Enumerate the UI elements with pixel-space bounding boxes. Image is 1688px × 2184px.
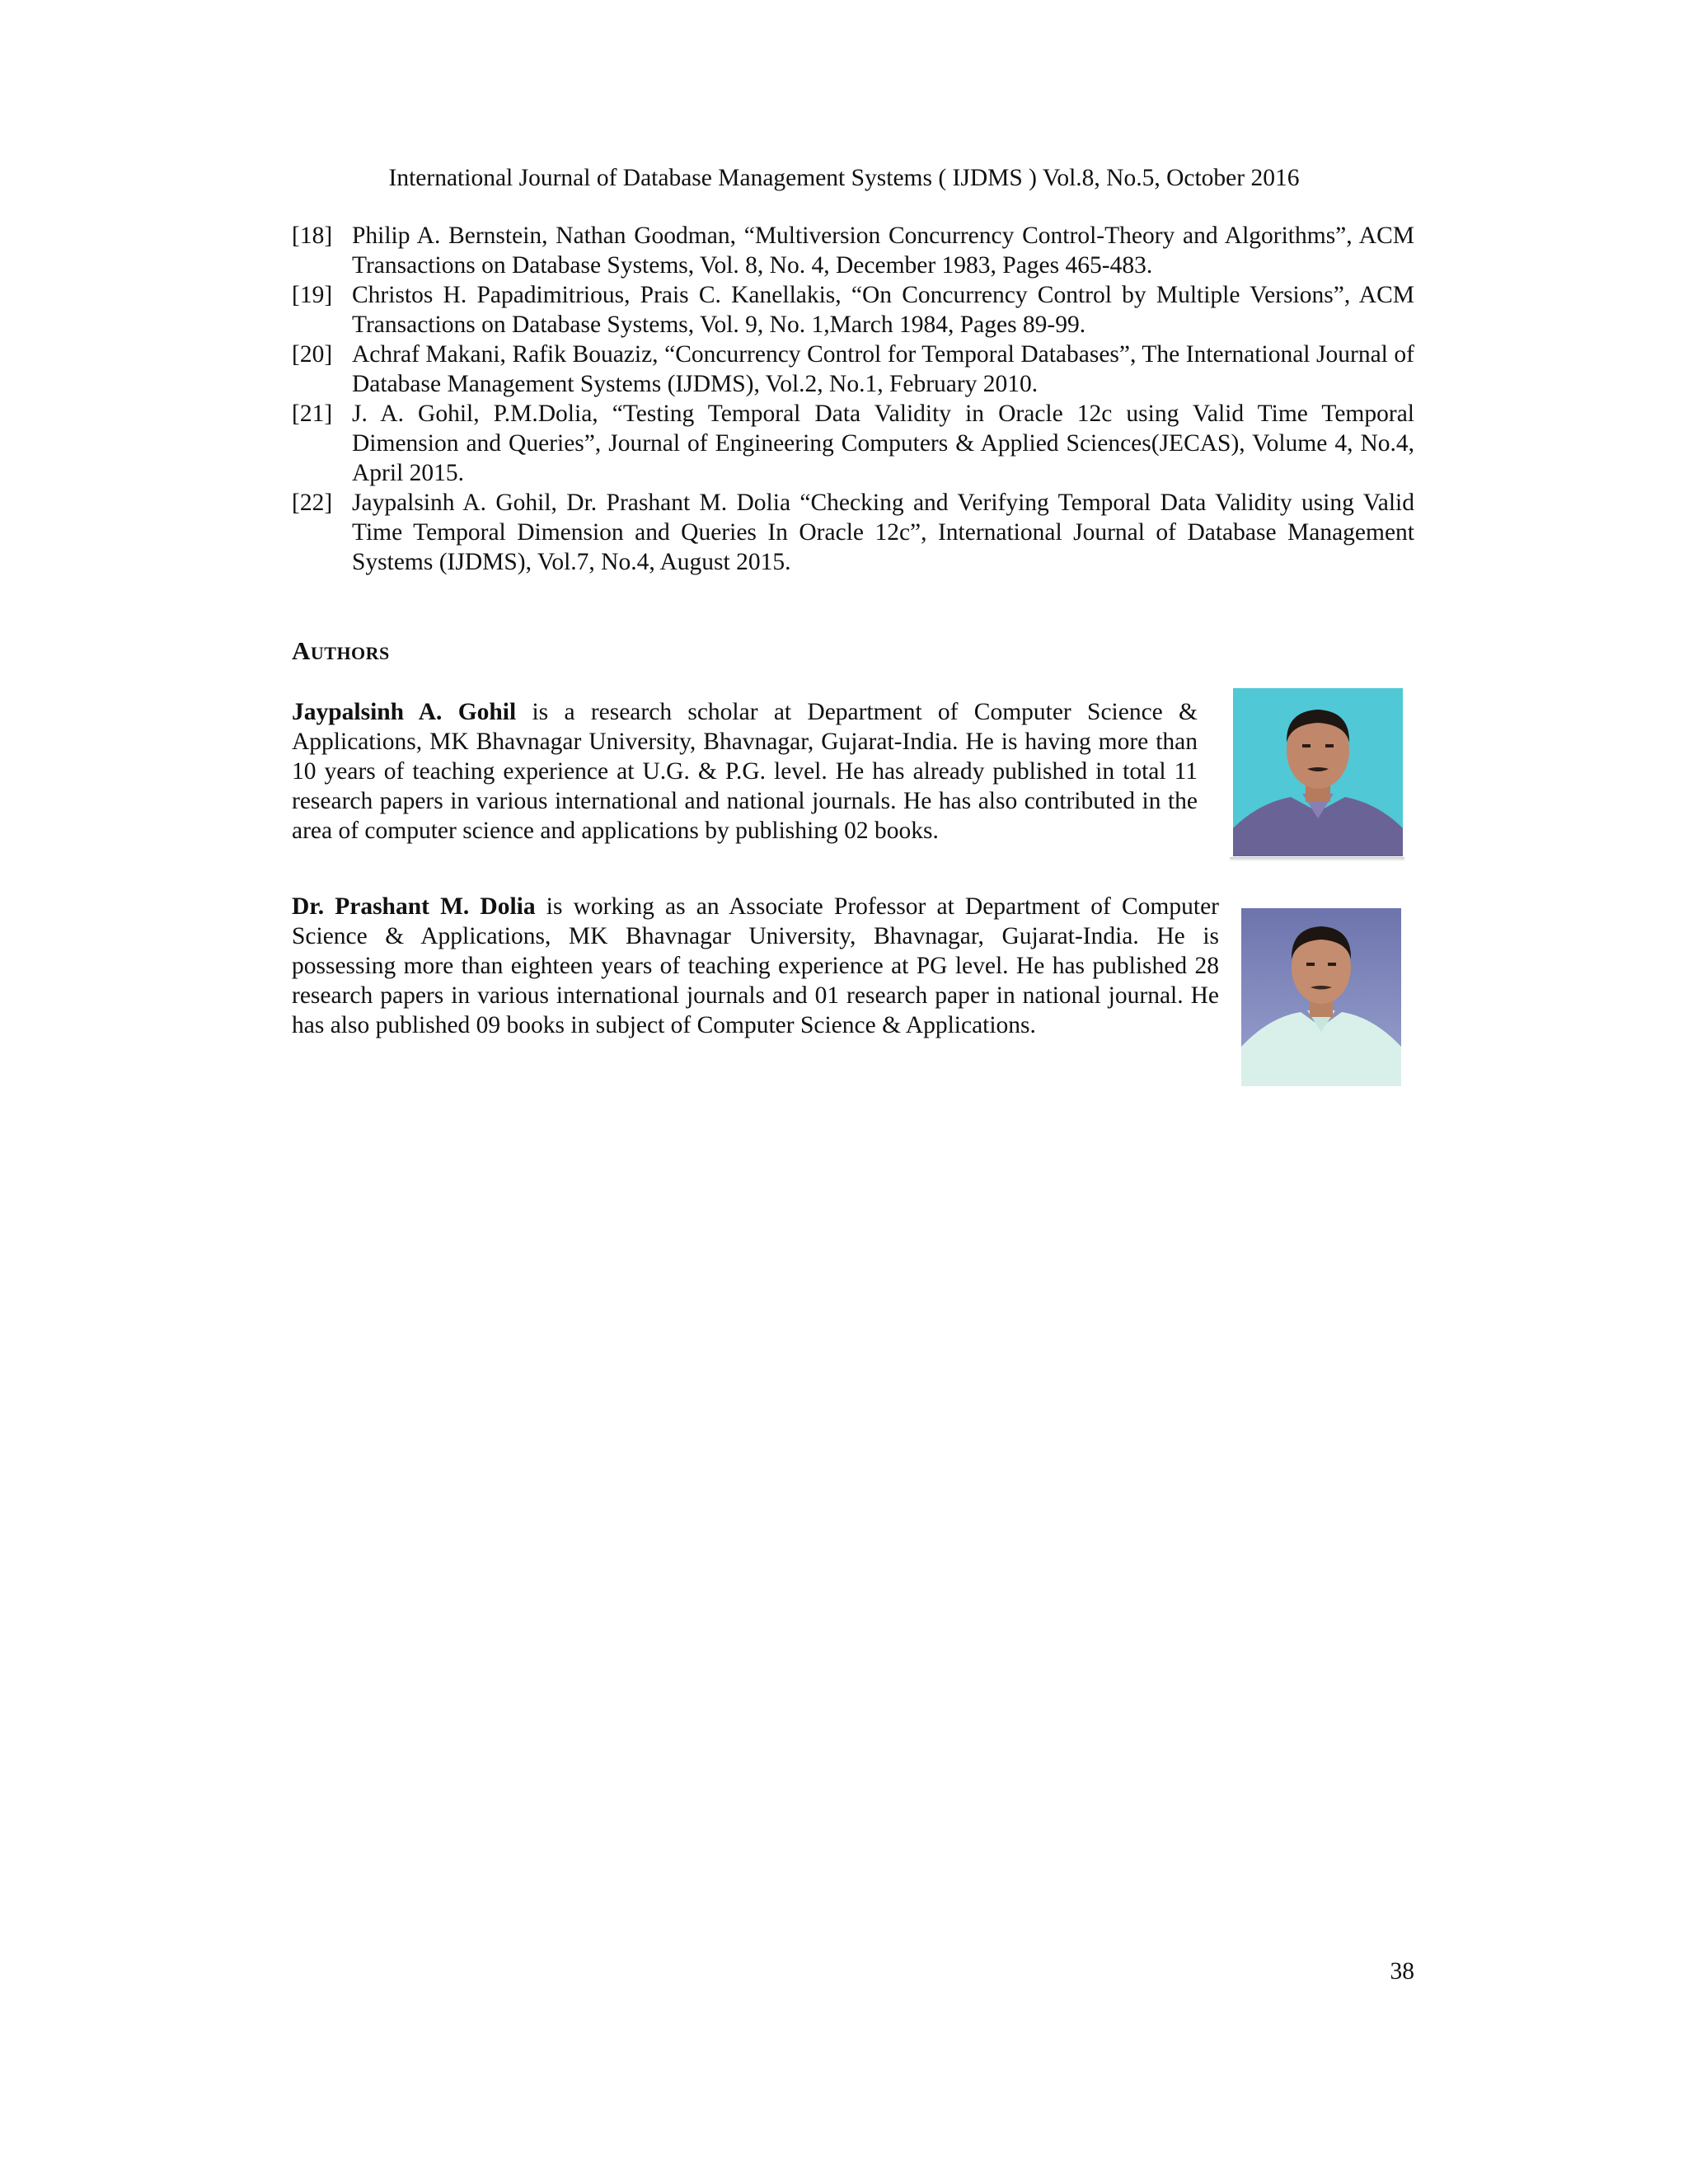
author-bio-text: is a research scholar at Department of Computer Science & Applications, MK Bhavnagar University, Bhavnagar, Gujarat-India. He is having more than 10 years of teaching experience at U.G. & P.G. level. He has already published in total 11 research papers in various international and national journals. He has also contributed in the area of computer science and applications by publishing 02 books. <box>292 699 1198 844</box>
reference-text: Jaypalsinh A. Gohil, Dr. Prashant M. Dolia “Checking and Verifying Temporal Data Validity using Valid Time Temporal Dimension and Queries In Oracle 12c”, International Journal of Database Management Systems (IJDMS), Vol.7, No.4, August 2015. <box>352 490 1414 575</box>
portrait-illustration <box>1241 908 1401 1086</box>
portrait-illustration <box>1233 688 1403 856</box>
reference-number: [18] <box>292 223 333 249</box>
reference-item <box>292 399 1414 488</box>
reference-text: Philip A. Bernstein, Nathan Goodman, “Multiversion Concurrency Control-Theory and Algorithms”, ACM Transactions on Database Systems, Vol. 8, No. 4, December 1983, Pages 465-483. <box>352 223 1414 279</box>
reference-item <box>292 488 1414 577</box>
authors-heading: Authors <box>292 636 390 665</box>
reference-number: [20] <box>292 341 333 368</box>
reference-number: [19] <box>292 282 333 308</box>
reference-number: [21] <box>292 401 333 427</box>
reference-item <box>292 340 1414 399</box>
photo-shadow <box>1230 857 1404 861</box>
reference-list <box>292 221 1414 577</box>
reference-item <box>292 280 1414 340</box>
author-bio <box>292 697 1198 846</box>
author-name: Jaypalsinh A. Gohil <box>292 699 517 725</box>
author-name: Dr. Prashant M. Dolia <box>292 893 536 920</box>
reference-text: Achraf Makani, Rafik Bouaziz, “Concurrency Control for Temporal Databases”, The International Journal of Database Management Systems (IJDMS), Vol.2, No.1, February 2010. <box>352 341 1414 397</box>
running-header: International Journal of Database Management Systems ( IJDMS ) Vol.8, No.5, October 2016 <box>388 165 1300 191</box>
author-bio-text: is working as an Associate Professor at Department of Computer Science & Applications, MK Bhavnagar University, Bhavnagar, Gujarat-India. He is possessing more than eighteen years of teaching experience at PG level. He has published 28 research papers in various international journals and 01 research paper in national journal. He has also published 09 books in subject of Computer Science & Applications. <box>292 893 1219 1038</box>
author-bio <box>292 892 1219 1040</box>
reference-text: J. A. Gohil, P.M.Dolia, “Testing Temporal Data Validity in Oracle 12c using Valid Time Temporal Dimension and Queries”, Journal of Engineering Computers & Applied Sciences(JECAS), Volume 4, No.4, April 2015. <box>352 401 1414 486</box>
reference-text: Christos H. Papadimitrious, Prais C. Kanellakis, “On Concurrency Control by Multiple Versions”, ACM Transactions on Database Systems, Vol. 9, No. 1,March 1984, Pages 89-99. <box>352 282 1414 338</box>
reference-number: [22] <box>292 490 333 516</box>
page-number: 38 <box>1390 1958 1414 1985</box>
reference-item <box>292 221 1414 280</box>
author-photo <box>1233 688 1403 856</box>
author-photo <box>1241 908 1401 1086</box>
